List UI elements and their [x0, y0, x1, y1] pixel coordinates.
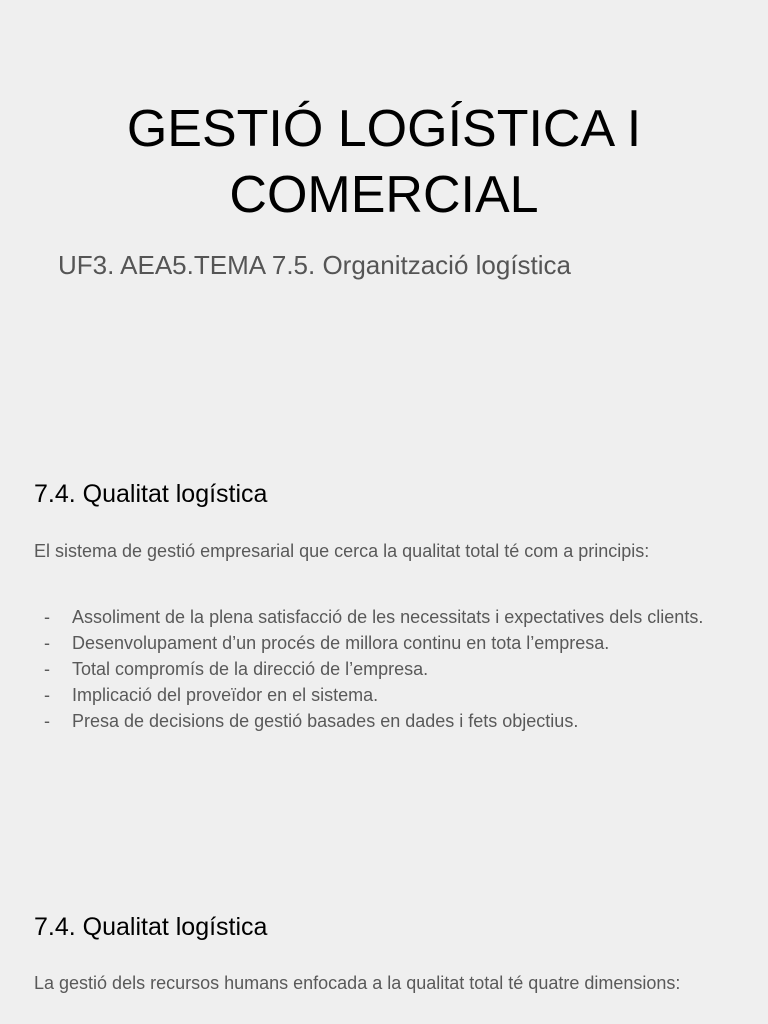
list-item: [34, 682, 734, 708]
slide-intro-text: La gestió dels recursos humans enfocada a la qualitat total té quatre dimensions:: [34, 973, 681, 993]
bullet-dash: -: [44, 685, 50, 705]
list-item-text: Presa de decisions de gestió basades en dades i fets objectius.: [72, 711, 579, 731]
bullet-dash: -: [44, 633, 50, 653]
presentation-title: GESTIÓ LOGÍSTICA I COMERCIAL: [126, 100, 642, 224]
bullet-dash: -: [44, 607, 50, 627]
bullet-dash: -: [44, 711, 50, 731]
presentation-subtitle: UF3. AEA5.TEMA 7.5. Organització logística: [58, 250, 572, 280]
list-item-text: Assoliment de la plena satisfacció de les necessitats i expectatives dels clients.: [72, 607, 704, 627]
list-item: [34, 708, 734, 734]
slide-heading: 7.4. Qualitat logística: [34, 480, 268, 508]
slide-intro-text: El sistema de gestió empresarial que cerca la qualitat total té com a principis:: [34, 541, 650, 561]
list-item-text: Implicació del proveïdor en el sistema.: [72, 685, 379, 705]
list-item-text: Desenvolupament d’un procés de millora continu en tota l’empresa.: [72, 633, 610, 653]
slide-heading: 7.4. Qualitat logística: [34, 913, 268, 941]
list-item: [34, 604, 734, 630]
list-item: [34, 630, 734, 656]
bullet-dash: -: [44, 659, 50, 679]
list-item: [34, 656, 734, 682]
principles-list: [34, 604, 734, 734]
list-item-text: Total compromís de la direcció de l’empresa.: [72, 659, 429, 679]
